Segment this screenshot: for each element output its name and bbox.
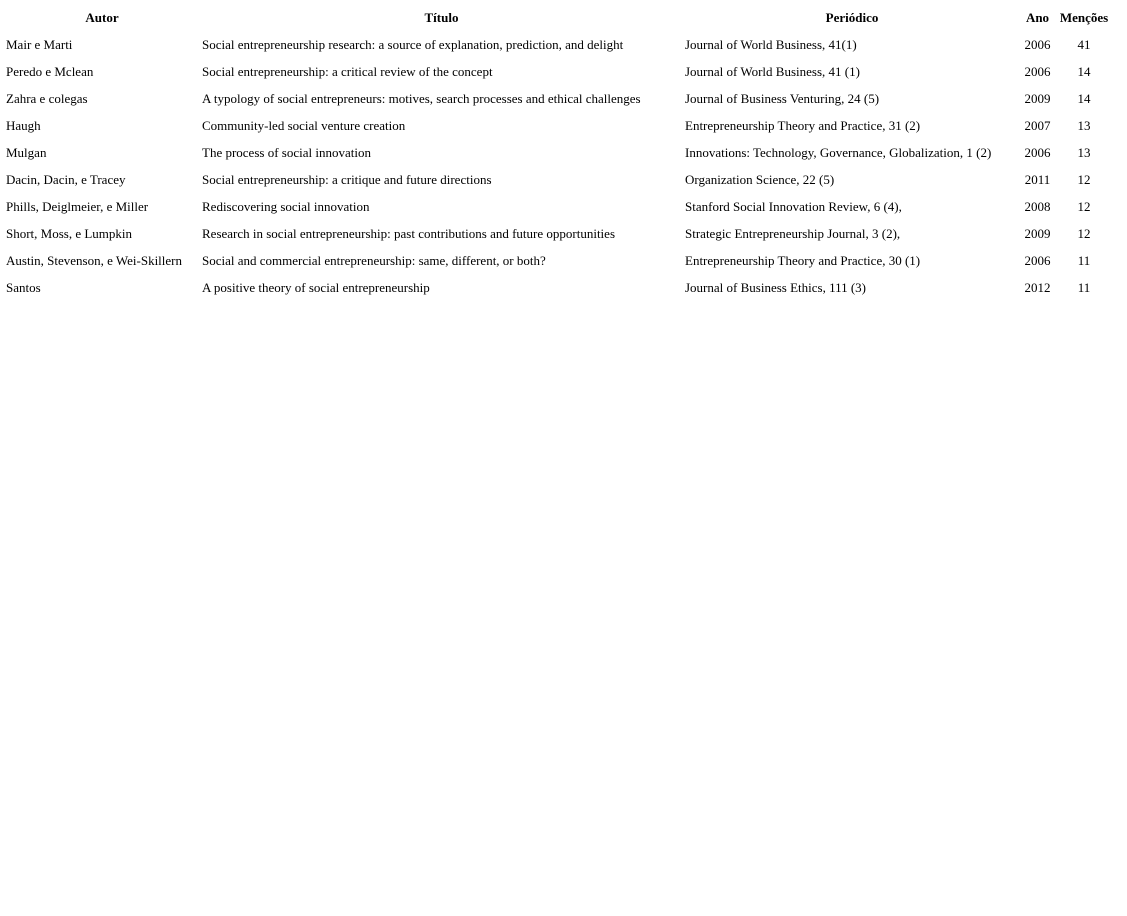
cell-titulo: Community-led social venture creation [202,117,406,133]
cell-titulo: A typology of social entrepreneurs: motives, search processes and ethical challenges [202,90,641,106]
cell-autor: Santos [6,279,41,295]
header-titulo: Título [424,9,459,25]
cell-titulo: Research in social entrepreneurship: past contributions and future opportunities [202,225,615,241]
cell-ano: 2006 [1024,252,1051,268]
cell-mencoes: 12 [1077,171,1091,187]
cell-mencoes: 41 [1077,36,1091,52]
table-row [5,275,1113,300]
cell-mencoes: 14 [1077,90,1091,106]
header-autor: Autor [85,9,119,25]
cell-autor: Short, Moss, e Lumpkin [6,225,133,241]
cell-mencoes: 12 [1077,225,1091,241]
table-header-row [5,5,1113,30]
cell-ano: 2006 [1024,63,1051,79]
cell-titulo: Social entrepreneurship: a critique and future directions [202,171,492,187]
cell-periodico: Journal of Business Ethics, 111 (3) [685,279,867,295]
cell-ano: 2011 [1024,171,1051,187]
table-row [5,113,1113,138]
cell-mencoes: 11 [1077,279,1091,295]
table-row [5,86,1113,111]
cell-periodico: Innovations: Technology, Governance, Globalization, 1 (2) [685,144,992,160]
cell-periodico: Journal of Business Venturing, 24 (5) [685,90,880,106]
header-mencoes: Menções [1059,9,1109,25]
cell-ano: 2007 [1024,117,1051,133]
cell-ano: 2006 [1024,36,1051,52]
table-row [5,32,1113,57]
table-body [5,32,1113,300]
cell-mencoes: 11 [1077,252,1091,268]
cell-periodico: Organization Science, 22 (5) [685,171,835,187]
cell-ano: 2008 [1024,198,1051,214]
cell-periodico: Stanford Social Innovation Review, 6 (4), [685,198,902,214]
cell-ano: 2009 [1024,225,1051,241]
cell-autor: Austin, Stevenson, e Wei-Skillern [6,252,183,268]
table-row [5,248,1113,273]
cell-titulo: A positive theory of social entrepreneurship [202,279,430,295]
cell-autor: Dacin, Dacin, e Tracey [6,171,126,187]
cell-ano: 2006 [1024,144,1051,160]
cell-periodico: Entrepreneurship Theory and Practice, 30 (1) [685,252,921,268]
table-row [5,140,1113,165]
cell-titulo: Social and commercial entrepreneurship: same, different, or both? [202,252,546,268]
cell-periodico: Entrepreneurship Theory and Practice, 31 (2) [685,117,921,133]
cell-ano: 2012 [1024,279,1051,295]
cell-mencoes: 13 [1077,117,1091,133]
cell-autor: Phills, Deiglmeier, e Miller [6,198,149,214]
table-row [5,59,1113,84]
cell-mencoes: 14 [1077,63,1091,79]
cell-titulo: Rediscovering social innovation [202,198,370,214]
cell-periodico: Journal of World Business, 41 (1) [685,63,860,79]
cell-autor: Mair e Marti [6,36,73,52]
cell-mencoes: 12 [1077,198,1091,214]
table-row [5,194,1113,219]
header-ano: Ano [1025,9,1050,25]
cell-ano: 2009 [1024,90,1051,106]
cell-autor: Mulgan [6,144,47,160]
citations-table [3,3,1115,302]
cell-titulo: Social entrepreneurship: a critical review of the concept [202,63,493,79]
cell-autor: Haugh [6,117,41,133]
cell-mencoes: 13 [1077,144,1091,160]
cell-periodico: Journal of World Business, 41(1) [685,36,857,52]
cell-autor: Zahra e colegas [6,90,88,106]
header-periodico: Periódico [825,9,879,25]
cell-titulo: The process of social innovation [202,144,371,160]
cell-periodico: Strategic Entrepreneurship Journal, 3 (2), [685,225,901,241]
table-row [5,167,1113,192]
cell-titulo: Social entrepreneurship research: a source of explanation, prediction, and delight [202,36,624,52]
table-row [5,221,1113,246]
cell-autor: Peredo e Mclean [6,63,94,79]
